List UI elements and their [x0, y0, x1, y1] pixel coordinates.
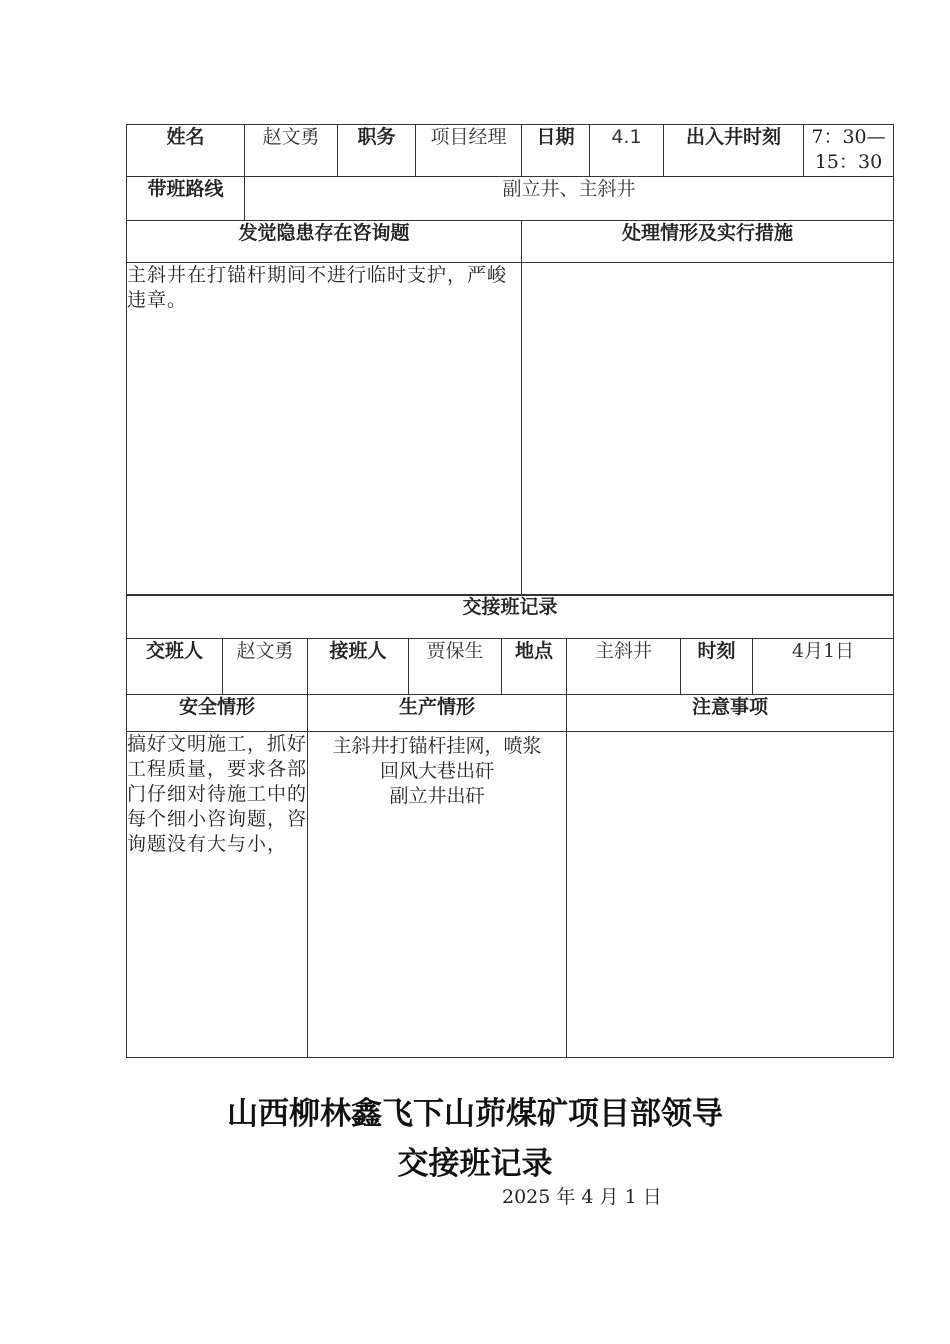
document-date: 2025 年 4 月 1 日	[502, 1186, 662, 1208]
giver-label: 交班人	[127, 639, 223, 695]
time-label: 时刻	[681, 639, 753, 695]
place-label: 地点	[502, 639, 567, 695]
date-value: 4.1	[590, 125, 664, 177]
leader-duty-table	[126, 124, 894, 596]
time-value: 4月1日	[753, 639, 894, 695]
giver-value: 赵文勇	[223, 639, 308, 695]
route-label: 带班路线	[127, 177, 245, 221]
hazard-text: 主斜井在打锚杆期间不进行临时支护，严峻违章。	[127, 263, 522, 596]
receiver-label: 接班人	[308, 639, 409, 695]
shaft-time-value	[804, 125, 894, 177]
handover-table	[126, 594, 894, 1058]
shaft-time-start: 7：30—	[811, 126, 886, 148]
document-subtitle: 交接班记录	[397, 1146, 553, 1182]
safety-text: 搞好文明施工，抓好工程质量，要求各部门仔细对待施工中的每个细小咨询题，咨询题没有大与小，	[127, 732, 308, 1058]
shaft-time-label: 出入井时刻	[664, 125, 804, 177]
production-line: 回风大巷出矸	[379, 760, 494, 782]
measures-text	[522, 263, 894, 596]
safety-header: 安全情形	[127, 695, 308, 732]
handover-title: 交接班记录	[127, 595, 894, 639]
production-line: 副立井出矸	[389, 785, 485, 807]
date-label: 日期	[522, 125, 590, 177]
receiver-value: 贾保生	[409, 639, 502, 695]
position-label: 职务	[338, 125, 416, 177]
name-label: 姓名	[127, 125, 245, 177]
shaft-time-end: 15：30	[814, 151, 883, 173]
notes-header: 注意事项	[567, 695, 894, 732]
position-value: 项目经理	[416, 125, 522, 177]
route-value: 副立井、主斜井	[245, 177, 894, 221]
production-header: 生产情形	[308, 695, 567, 732]
name-value: 赵文勇	[245, 125, 338, 177]
document-title: 山西柳林鑫飞下山茆煤矿项目部领导	[227, 1096, 723, 1132]
place-value: 主斜井	[567, 639, 681, 695]
production-line: 主斜井打锚杆挂网，喷浆	[332, 735, 542, 757]
production-text	[308, 732, 567, 1058]
notes-text	[567, 732, 894, 1058]
hazard-header: 发觉隐患存在咨询题	[127, 221, 522, 263]
measures-header: 处理情形及实行措施	[522, 221, 894, 263]
